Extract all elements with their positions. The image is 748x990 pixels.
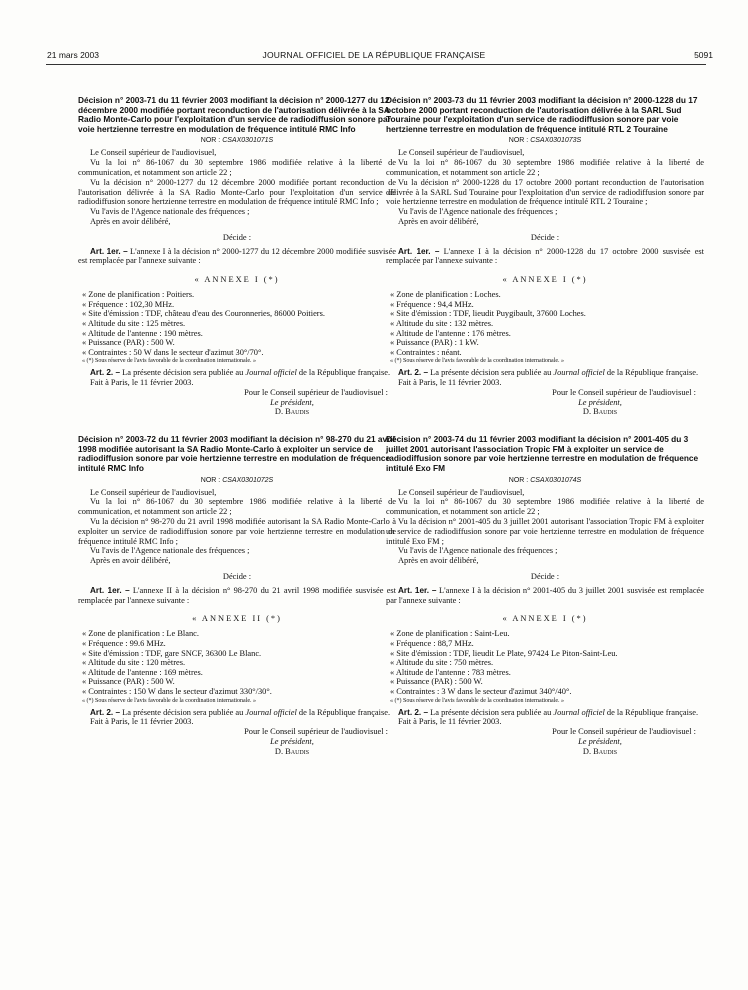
article-2-text: La présente décision sera publiée au — [430, 707, 554, 717]
annex-item: « Zone de planification : Poitiers. — [82, 290, 195, 300]
annex-item: « Fréquence : 88,7 MHz. — [390, 639, 474, 649]
annex-item: « Altitude de l'antenne : 176 mètres. — [390, 328, 511, 338]
visa-line: Vu la décision n° 2000-1277 du 12 décembre 2000 modifiée portant reconduction de l'autorisation délivrée à la SA Radio Monte-Carlo pour l'exploitation d'un service de radiodiffusion sonore hertzienne terrestre en modulation de fréquence intitulé RMC Info ; — [78, 177, 396, 207]
article-2-label: Art. 2. – — [90, 368, 121, 378]
annex-item: « Zone de planification : Loches. — [390, 290, 501, 300]
signature-line: Pour le Conseil supérieur de l'audiovisuel : — [244, 387, 388, 397]
visa-line: Après en avoir délibéré, — [90, 556, 171, 566]
signature-role: Le président, — [270, 397, 314, 407]
annex-item: « Site d'émission : TDF, gare SNCF, 36300 Le Blanc. — [82, 648, 262, 658]
annex-item: « Contraintes : 50 W dans le secteur d'azimut 30°/70°. — [82, 347, 264, 357]
annex-item: « Contraintes : 3 W dans le secteur d'azimut 340°/40°. — [390, 686, 572, 696]
article-2-label: Art. 2. – — [398, 707, 429, 717]
decision-block — [386, 435, 704, 756]
annex-item: « Contraintes : 150 W dans le secteur d'azimut 330°/30°. — [82, 686, 272, 696]
annex-item: « Contraintes : néant. — [390, 347, 462, 357]
visa-line: Vu la décision n° 2000-1228 du 17 octobre 2000 portant reconduction de l'autorisation délivrée à la SARL Sud Touraine pour l'exploitation d'un service de radiodiffusion sonore par voie hertzienne terrestre en modulation de fréquence intitulé RTL 2 Touraine ; — [386, 177, 704, 207]
article-1 — [78, 247, 396, 267]
decision-block — [78, 435, 396, 756]
nor-reference — [78, 477, 396, 484]
visa-line: Vu la décision n° 98-270 du 21 avril 1998 modifiée autorisant la SA Radio Monte-Carlo à exploiter un service de radiodiffusion sonore par voie hertzienne terrestre en modulation de fréquence intitulé RMC Info ; — [78, 517, 396, 546]
decide-heading: Décide : — [222, 572, 252, 582]
annex-item: « Puissance (PAR) : 500 W. — [82, 338, 175, 348]
article-2-text-end: de la République française. — [296, 707, 391, 717]
annex-item: « Fréquence : 94,4 MHz. — [390, 299, 474, 309]
annex-item: « Altitude du site : 132 mètres. — [390, 318, 494, 328]
header-page-number: 5091 — [694, 50, 713, 60]
decision-title: Décision n° 2003-71 du 11 février 2003 modifiant la décision n° 2000-1277 du 12 décembre 2000 modifiée portant reconduction de l'autorisation délivrée à la SA Radio Monte-Carlo pour l'exploitation d'un service de radiodiffusion sonore par voie hertzienne terrestre en modulation de fréquence intitulé RMC Info — [78, 95, 391, 134]
signature-line: Pour le Conseil supérieur de l'audiovisuel : — [552, 387, 696, 397]
visa-line: Vu l'avis de l'Agence nationale des fréquences ; — [398, 207, 558, 217]
nor-label: NOR : — [508, 476, 529, 484]
nor-code: CSAX0301074S — [530, 476, 582, 484]
article-1 — [78, 586, 396, 606]
done-at: Fait à Paris, le 11 février 2003. — [90, 717, 194, 727]
annex-footnote: « (*) Sous réserve de l'avis favorable de la coordination internationale. » — [82, 358, 257, 365]
article-1-label: Art. 1er. – — [90, 246, 128, 256]
annex-item: « Puissance (PAR) : 500 W. — [390, 677, 483, 687]
article-2-text: La présente décision sera publiée au — [122, 707, 246, 717]
annex-item: « Puissance (PAR) : 1 kW. — [390, 338, 479, 348]
annex-title: « ANNEXE I (*) — [502, 614, 588, 624]
article-2-label: Art. 2. – — [90, 707, 121, 717]
journal-officiel-text: Journal officiel — [245, 368, 297, 378]
visa-line: Vu la loi n° 86-1067 du 30 septembre 1986 modifiée relative à la liberté de communication, et notamment son article 22 ; — [78, 497, 396, 517]
done-at: Fait à Paris, le 11 février 2003. — [90, 378, 194, 388]
left-column — [78, 96, 396, 775]
annex-item: « Altitude de l'antenne : 169 mètres. — [82, 667, 203, 677]
article-2-text-end: de la République française. — [604, 368, 699, 378]
signature-line: Pour le Conseil supérieur de l'audiovisuel : — [244, 727, 388, 737]
nor-reference — [386, 477, 704, 484]
visa-line: Le Conseil supérieur de l'audiovisuel, — [398, 148, 525, 158]
visa-line: Le Conseil supérieur de l'audiovisuel, — [90, 148, 217, 158]
article-2 — [386, 368, 704, 378]
article-1 — [386, 247, 704, 267]
annex-title: « ANNEXE I (*) — [502, 275, 588, 285]
article-1-text: L'annexe I à la décision n° 2000-1277 du 12 décembre 2000 modifiée susvisée est remplacée par l'annexe suivante : — [78, 246, 396, 266]
journal-officiel-text: Journal officiel — [553, 707, 605, 717]
visas — [78, 488, 396, 566]
annex-items — [78, 629, 396, 696]
article-1-text: L'annexe I à la décision n° 2000-1228 du 17 octobre 2000 susvisée est remplacée par l'annexe suivante : — [386, 246, 704, 266]
article-2-text-end: de la République française. — [296, 368, 391, 378]
journal-officiel-text: Journal officiel — [553, 368, 605, 378]
article-1-label: Art. 1er. – — [398, 585, 437, 595]
decide-heading: Décide : — [530, 232, 560, 242]
visas — [386, 148, 704, 226]
article-2 — [78, 708, 396, 718]
annex-item: « Site d'émission : TDF, lieudit Le Plate, 97424 Le Piton-Saint-Leu. — [390, 648, 618, 658]
visa-line: Après en avoir délibéré, — [90, 216, 171, 226]
annex-items — [386, 290, 704, 357]
annex-items — [386, 629, 704, 696]
signature-role: Le président, — [578, 397, 622, 407]
annex-item: « Site d'émission : TDF, château d'eau des Couronneries, 86000 Poitiers. — [82, 309, 325, 319]
signature-name: D. Baudis — [582, 746, 618, 756]
annex-item: « Zone de planification : Saint-Leu. — [390, 629, 510, 639]
article-1 — [386, 586, 704, 606]
header-date: 21 mars 2003 — [47, 50, 99, 60]
annex-item: « Altitude du site : 750 mètres. — [390, 658, 494, 668]
nor-label: NOR : — [200, 137, 221, 145]
visas — [386, 488, 704, 566]
article-2-text: La présente décision sera publiée au — [122, 368, 246, 378]
article-1-label: Art. 1er. – — [90, 585, 130, 595]
annex-footnote: « (*) Sous réserve de l'avis favorable de la coordination internationale. » — [82, 697, 257, 704]
decide-heading: Décide : — [530, 572, 560, 582]
decision-block — [386, 96, 704, 417]
nor-code: CSAX0301073S — [530, 137, 582, 145]
annex-items — [78, 290, 396, 357]
signature-line: Pour le Conseil supérieur de l'audiovisuel : — [552, 727, 696, 737]
article-1-label: Art. 1er. – — [398, 246, 440, 256]
decide-heading: Décide : — [222, 232, 252, 242]
visa-line: Après en avoir délibéré, — [398, 556, 479, 566]
annex-item: « Puissance (PAR) : 500 W. — [82, 677, 175, 687]
annex-item: « Altitude de l'antenne : 783 mètres. — [390, 667, 511, 677]
article-2 — [78, 368, 396, 378]
signature-name: D. Baudis — [274, 746, 310, 756]
decision-title: Décision n° 2003-73 du 11 février 2003 modifiant la décision n° 2000-1228 du 17 octobre 2000 portant reconduction de l'autorisation délivrée à la SARL Sud Touraine pour l'exploitation d'un service de radiodiffusion sonore par voie hertzienne terrestre en modulation de fréquence intitulé RTL 2 Touraine — [386, 95, 698, 134]
article-1-text: L'annexe I à la décision n° 2001-405 du 3 juillet 2001 susvisée est remplacée par l'annexe suivante : — [386, 585, 704, 605]
annex-footnote: « (*) Sous réserve de l'avis favorable de la coordination internationale. » — [390, 697, 565, 704]
visa-line: Vu la loi n° 86-1067 du 30 septembre 1986 modifiée relative à la liberté de communication, et notamment son article 22 ; — [386, 497, 704, 517]
visa-line: Le Conseil supérieur de l'audiovisuel, — [90, 487, 217, 497]
annex-item: « Altitude du site : 120 mètres. — [82, 658, 186, 668]
nor-label: NOR : — [508, 137, 529, 145]
visa-line: Vu la loi n° 86-1067 du 30 septembre 1986 modifiée relative à la liberté de communication, et notamment son article 22 ; — [78, 158, 396, 177]
annex-footnote: « (*) Sous réserve de l'avis favorable de la coordination internationale. » — [390, 358, 565, 365]
nor-reference — [78, 137, 396, 144]
visa-line: Vu l'avis de l'Agence nationale des fréquences ; — [90, 546, 250, 556]
journal-officiel-text: Journal officiel — [245, 707, 297, 717]
header-journal-title: JOURNAL OFFICIEL DE LA RÉPUBLIQUE FRANÇAISE — [262, 50, 486, 60]
visa-line: Vu la loi n° 86-1067 du 30 septembre 1986 modifiée relative à la liberté de communication, et notamment son article 22 ; — [386, 158, 704, 177]
page-header — [0, 50, 748, 64]
right-column — [386, 96, 704, 775]
nor-code: CSAX0301071S — [222, 137, 274, 145]
done-at: Fait à Paris, le 11 février 2003. — [398, 717, 502, 727]
article-1-text: L'annexe II à la décision n° 98-270 du 21 avril 1998 modifiée susvisée est remplacée par l'annexe suivante : — [78, 585, 396, 605]
signature-role: Le président, — [578, 736, 622, 746]
visa-line: Vu l'avis de l'Agence nationale des fréquences ; — [398, 546, 558, 556]
annex-item: « Fréquence : 99.6 MHz. — [82, 639, 166, 649]
signature-role: Le président, — [270, 736, 314, 746]
nor-code: CSAX0301072S — [222, 476, 274, 484]
visa-line: Le Conseil supérieur de l'audiovisuel, — [398, 487, 525, 497]
decision-title: Décision n° 2003-72 du 11 février 2003 modifiant la décision n° 98-270 du 21 avril 1998 modifiée autorisant la SA Radio Monte-Carlo à exploiter un service de radiodiffusion sonore par voie hertzienne terrestre en modulation de fréquence intitulé RMC Info — [78, 434, 395, 474]
annex-item: « Fréquence : 102,30 MHz. — [82, 299, 175, 309]
annex-title: « ANNEXE II (*) — [192, 614, 282, 624]
nor-label: NOR : — [200, 476, 221, 484]
header-rule — [46, 64, 706, 65]
visa-line: Vu l'avis de l'Agence nationale des fréquences ; — [90, 207, 250, 217]
done-at: Fait à Paris, le 11 février 2003. — [398, 378, 502, 388]
decision-title: Décision n° 2003-74 du 11 février 2003 modifiant la décision n° 2001-405 du 3 juillet 2001 autorisant l'association Tropic FM à exploiter un service de radiodiffusion sonore par voie hertzienne terrestre en modulation de fréquence intitulé Exo FM — [386, 434, 699, 474]
article-2-label: Art. 2. – — [398, 368, 429, 378]
visas — [78, 148, 396, 226]
annex-item: « Zone de planification : Le Blanc. — [82, 629, 199, 639]
article-2-text: La présente décision sera publiée au — [430, 368, 554, 378]
signature-name: D. Baudis — [582, 407, 618, 417]
decision-block — [78, 96, 396, 417]
signature-name: D. Baudis — [274, 407, 310, 417]
annex-item: « Altitude de l'antenne : 190 mètres. — [82, 328, 203, 338]
article-2 — [386, 708, 704, 718]
annex-title: « ANNEXE I (*) — [194, 275, 280, 285]
annex-item: « Site d'émission : TDF, lieudit Puygibault, 37600 Loches. — [390, 309, 586, 319]
article-2-text-end: de la République française. — [604, 707, 699, 717]
visa-line: Vu la décision n° 2001-405 du 3 juillet 2001 autorisant l'association Tropic FM à exploiter un service de radiodiffusion sonore par voie hertzienne terrestre en modulation de fréquence intitulé Exo FM ; — [386, 517, 704, 546]
annex-item: « Altitude du site : 125 mètres. — [82, 318, 186, 328]
nor-reference — [386, 137, 704, 144]
visa-line: Après en avoir délibéré, — [398, 216, 479, 226]
